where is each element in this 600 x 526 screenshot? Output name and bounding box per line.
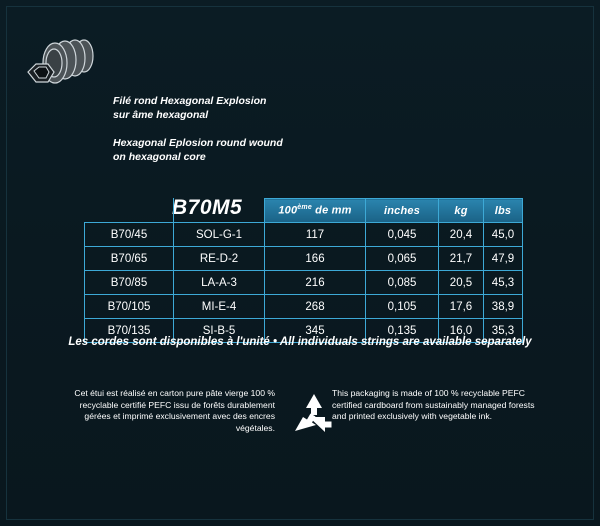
description-french-line1: Filé rond Hexagonal Explosion (113, 95, 267, 107)
cell-note: SI-B-5 (174, 319, 265, 343)
cell-kg: 16,0 (439, 319, 484, 343)
string-coil-illustration (18, 30, 108, 100)
header-mm-sup: ème (297, 204, 312, 212)
cell-note: RE-D-2 (174, 247, 265, 271)
cell-reference: B70/135 (85, 319, 174, 343)
cell-kg: 20,5 (439, 271, 484, 295)
cell-mm: 117 (265, 223, 366, 247)
cell-mm: 345 (265, 319, 366, 343)
description-english-line2: on hexagonal core (113, 151, 206, 163)
cell-note: MI-E-4 (174, 295, 265, 319)
cell-kg: 17,6 (439, 295, 484, 319)
eco-section (70, 388, 540, 468)
header-reference (85, 199, 174, 223)
cell-note: LA-A-3 (174, 271, 265, 295)
table-row (85, 247, 523, 271)
cell-kg: 21,7 (439, 247, 484, 271)
header-lbs: lbs (484, 199, 523, 223)
table-row (85, 295, 523, 319)
cell-reference: B70/85 (85, 271, 174, 295)
header-millimeters (265, 199, 366, 223)
cell-lbs: 35,3 (484, 319, 523, 343)
cell-reference: B70/45 (85, 223, 174, 247)
header-mm-rest: de mm (311, 204, 352, 217)
cell-note: SOL-G-1 (174, 223, 265, 247)
cell-mm: 268 (265, 295, 366, 319)
description-english (113, 136, 363, 164)
cell-kg: 20,4 (439, 223, 484, 247)
specs-table (84, 198, 523, 343)
description-english-line1: Hexagonal Eplosion round wound (113, 137, 283, 149)
cell-reference: B70/105 (85, 295, 174, 319)
cell-inches: 0,135 (366, 319, 439, 343)
eco-text-english: This packaging is made of 100 % recyclable PEFC certified cardboard from sustainably managed forests and printed exclusively with vegetable ink. (332, 388, 535, 421)
cell-mm: 216 (265, 271, 366, 295)
specs-table-header (85, 199, 523, 223)
availability-tagline: Les cordes sont disponibles à l'unité • All individuals strings are available separately (68, 336, 532, 348)
table-header-row (85, 199, 523, 223)
header-inches: inches (366, 199, 439, 223)
eco-text-french: Cet étui est réalisé en carton pure pâte vierge 100 % recyclable certifié PEFC issu de forêts durablement gérées et imprimé exclusivement avec des encres végétales. (74, 388, 275, 433)
description-french (113, 94, 363, 122)
specs-table-wrapper (84, 198, 516, 343)
cell-inches: 0,065 (366, 247, 439, 271)
description-french-line2: sur âme hexagonal (113, 109, 209, 121)
cell-reference: B70/65 (85, 247, 174, 271)
cell-inches: 0,105 (366, 295, 439, 319)
cell-lbs: 45,3 (484, 271, 523, 295)
model-title: B70M5 (172, 196, 243, 219)
cell-lbs: 38,9 (484, 295, 523, 319)
table-row (85, 271, 523, 295)
table-row (85, 223, 523, 247)
cell-mm: 166 (265, 247, 366, 271)
header-mm-main: 100 (278, 204, 298, 217)
cell-inches: 0,045 (366, 223, 439, 247)
specs-table-body (85, 223, 523, 343)
header-kg: kg (439, 199, 484, 223)
cell-inches: 0,085 (366, 271, 439, 295)
header-note (174, 199, 265, 223)
cell-lbs: 47,9 (484, 247, 523, 271)
cell-lbs: 45,0 (484, 223, 523, 247)
product-description (113, 94, 363, 164)
